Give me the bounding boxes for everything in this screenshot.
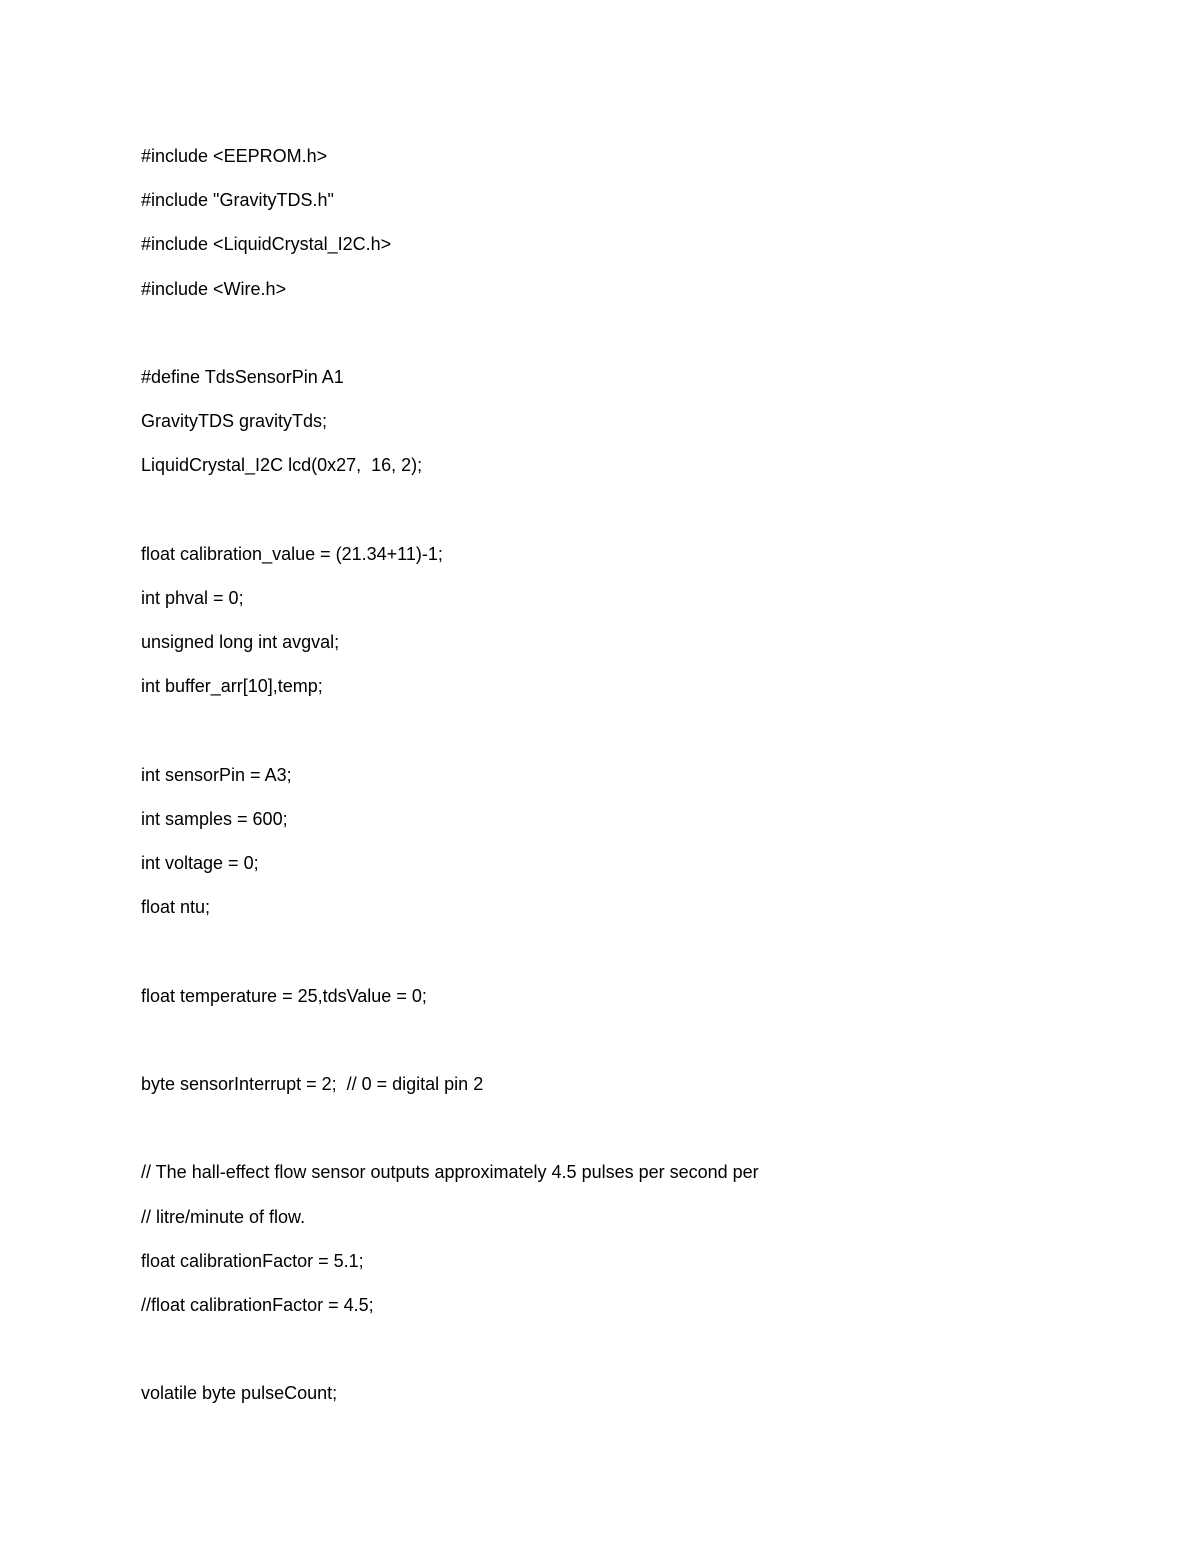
- code-line: // litre/minute of flow.: [141, 1206, 306, 1227]
- code-line: GravityTDS gravityTds;: [141, 411, 328, 432]
- code-line: int phval = 0;: [141, 587, 244, 608]
- code-line: float ntu;: [141, 897, 211, 918]
- code-line: #include <EEPROM.h>: [141, 146, 328, 166]
- code-line: float calibrationFactor = 5.1;: [141, 1250, 364, 1271]
- code-line: int voltage = 0;: [141, 853, 259, 873]
- code-line: float calibration_value = (21.34+11)-1;: [141, 543, 443, 564]
- code-line: LiquidCrystal_I2C lcd(0x27, 16, 2);: [141, 455, 423, 476]
- code-line: int samples = 600;: [141, 808, 288, 829]
- code-line: volatile byte pulseCount;: [141, 1383, 338, 1404]
- code-line: #include <Wire.h>: [141, 278, 287, 299]
- code-line: // The hall-effect flow sensor outputs approximately 4.5 pulses per second per: [141, 1162, 759, 1183]
- blank-line: [141, 1114, 1141, 1158]
- code-listing: [141, 142, 1141, 1423]
- code-line: int buffer_arr[10],temp;: [141, 676, 323, 697]
- code-line: #define TdsSensorPin A1: [141, 366, 344, 387]
- blank-line: [141, 496, 1141, 540]
- code-line: byte sensorInterrupt = 2; // 0 = digital pin 2: [141, 1073, 484, 1094]
- code-line: #include <LiquidCrystal_I2C.h>: [141, 234, 392, 255]
- blank-line: [141, 937, 1141, 981]
- blank-line: [141, 1335, 1141, 1379]
- code-line: //float calibrationFactor = 4.5;: [141, 1294, 374, 1315]
- blank-line: [141, 1026, 1141, 1070]
- code-line: #include "GravityTDS.h": [141, 190, 334, 211]
- code-line: unsigned long int avgval;: [141, 632, 340, 653]
- code-line: int sensorPin = A3;: [141, 764, 292, 785]
- code-line: float temperature = 25,tdsValue = 0;: [141, 985, 427, 1006]
- blank-line: [141, 319, 1141, 363]
- blank-line: [141, 716, 1141, 760]
